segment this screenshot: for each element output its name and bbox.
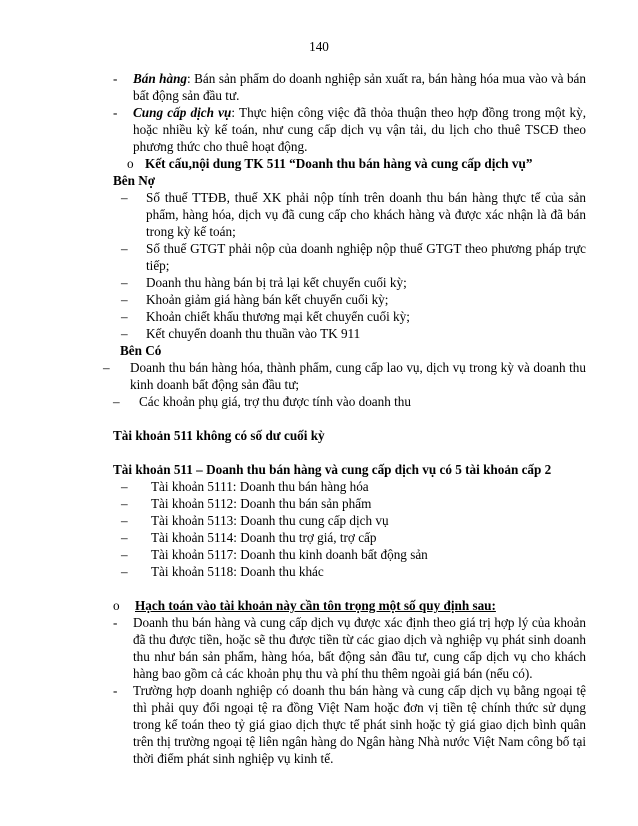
- account-text: Tài khoản 5111: Doanh thu bán hàng hóa: [151, 479, 369, 494]
- dash-marker: –: [121, 496, 128, 511]
- accounts-heading: Tài khoản 511 – Doanh thu bán hàng và cung cấp dịch vụ có 5 tài khoản cấp 2: [113, 462, 552, 477]
- rule-item: [113, 682, 586, 767]
- debit-item: [113, 274, 586, 291]
- account-text: Tài khoản 5113: Doanh thu cung cấp dịch vụ: [151, 513, 389, 528]
- structure-heading: [113, 155, 586, 172]
- credit-item: [103, 359, 586, 393]
- rule-text: Trường hợp doanh nghiệp có doanh thu bán hàng và cung cấp dịch vụ bằng ngoại tệ thì phải quy đổi ngoại tệ ra đồng Việt Nam hoặc đơn vị tiền tệ chính thức sử dụng trong kế toán theo tỷ giá giao dịch thực tế phát sinh hoặc tỷ giá giao dịch bình quân trên thị trường ngoại tệ liên ngân hàng do Ngân hàng Nhà nước Việt Nam công bố tại thời điểm phát sinh nghiệp vụ kinh tế.: [133, 683, 586, 766]
- rule-text: Doanh thu bán hàng và cung cấp dịch vụ được xác định theo giá trị hợp lý của khoản đã thu được tiền, hoặc sẽ thu được tiền từ các giao dịch và nghiệp vụ phát sinh doanh thu như bán sản phẩm, hàng hóa, bất động sản đầu tư, cung cấp dịch vụ cho khách hàng bao gồm cả các khoản phụ thu và phí thu thêm ngoài giá bán (nếu có).: [133, 615, 586, 681]
- intro-item-services: [113, 104, 586, 155]
- dash-marker: –: [121, 513, 128, 528]
- debit-item: [113, 308, 586, 325]
- dash-marker: -: [113, 105, 118, 120]
- credit-label: Bên Có: [120, 343, 162, 358]
- debit-item: [113, 291, 586, 308]
- dash-marker: –: [121, 326, 128, 341]
- debit-item: [113, 240, 586, 274]
- intro-text-services: : Thực hiện công việc đã thỏa thuận theo hợp đồng trong một kỳ, hoặc nhiều kỳ kế toán, như cung cấp dịch vụ vận tải, du lịch cho thuê TSCĐ theo phương thức cho thuê hoạt động.: [133, 105, 587, 154]
- intro-text-sales: : Bán sản phẩm do doanh nghiệp sản xuất ra, bán hàng hóa mua vào và bán bất động sản đầu tư.: [133, 71, 586, 103]
- dash-marker: -: [113, 615, 118, 630]
- debit-item: [113, 325, 586, 342]
- dash-marker: –: [121, 190, 128, 205]
- term-sales: Bán hàng: [133, 71, 188, 86]
- page-number: 140: [309, 39, 329, 54]
- debit-item-text: Số thuế GTGT phải nộp của doanh nghiệp nộp thuế GTGT theo phương pháp trực tiếp;: [146, 241, 586, 273]
- account-text: Tài khoản 5117: Doanh thu kinh doanh bất động sản: [151, 547, 428, 562]
- dash-marker: –: [121, 547, 128, 562]
- dash-marker: –: [121, 275, 128, 290]
- dash-marker: –: [121, 530, 128, 545]
- dash-marker: –: [121, 479, 128, 494]
- account-item: [113, 478, 586, 495]
- dash-marker: -: [113, 71, 118, 86]
- rules-heading-text: Hạch toán vào tài khoản này cần tôn trọng một số quy định sau:: [135, 598, 496, 613]
- term-services: Cung cấp dịch vụ: [133, 105, 232, 120]
- debit-item-text: Doanh thu hàng bán bị trả lại kết chuyển cuối kỳ;: [146, 275, 407, 290]
- credit-item-text: Các khoản phụ giá, trợ thu được tính vào doanh thu: [139, 394, 411, 409]
- dash-marker: –: [121, 292, 128, 307]
- page-content: [103, 70, 587, 767]
- account-text: Tài khoản 5112: Doanh thu bán sản phẩm: [151, 496, 372, 511]
- debit-item-text: Kết chuyển doanh thu thuần vào TK 911: [146, 326, 361, 341]
- account-item: [113, 529, 586, 546]
- circle-bullet: o: [127, 156, 134, 171]
- account-item: [113, 495, 586, 512]
- dash-marker: –: [113, 394, 120, 409]
- dash-marker: –: [121, 241, 128, 256]
- rule-item: [113, 614, 586, 682]
- account-item: [113, 563, 586, 580]
- account-item: [113, 512, 586, 529]
- debit-item-text: Khoản chiết khấu thương mại kết chuyển cuối kỳ;: [146, 309, 410, 324]
- no-balance-note: Tài khoản 511 không có số dư cuối kỳ: [113, 428, 325, 443]
- dash-marker: -: [113, 683, 118, 698]
- account-item: [113, 546, 586, 563]
- debit-label: Bên Nợ: [113, 173, 156, 188]
- debit-item-text: Khoản giảm giá hàng bán kết chuyển cuối kỳ;: [146, 292, 389, 307]
- credit-item: [113, 393, 586, 410]
- dash-marker: –: [121, 309, 128, 324]
- dash-marker: –: [121, 564, 128, 579]
- intro-item-sales: [113, 70, 586, 104]
- rules-heading: [113, 597, 586, 614]
- dash-marker: –: [103, 360, 110, 375]
- account-text: Tài khoản 5114: Doanh thu trợ giá, trợ cấp: [151, 530, 377, 545]
- structure-heading-text: Kết cấu,nội dung TK 511 “Doanh thu bán hàng và cung cấp dịch vụ”: [145, 156, 533, 171]
- debit-item-text: Số thuế TTĐB, thuế XK phải nộp tính trên doanh thu bán hàng thực tế của sản phẩm, hàng hóa, dịch vụ đã cung cấp cho khách hàng và được xác nhận là đã bán trong kỳ kế toán;: [146, 190, 586, 239]
- credit-item-text: Doanh thu bán hàng hóa, thành phẩm, cung cấp lao vụ, dịch vụ trong kỳ và doanh thu kinh doanh bất động sản đầu tư;: [130, 360, 586, 392]
- circle-bullet: o: [113, 598, 120, 613]
- debit-item: [113, 189, 586, 240]
- account-text: Tài khoản 5118: Doanh thu khác: [151, 564, 324, 579]
